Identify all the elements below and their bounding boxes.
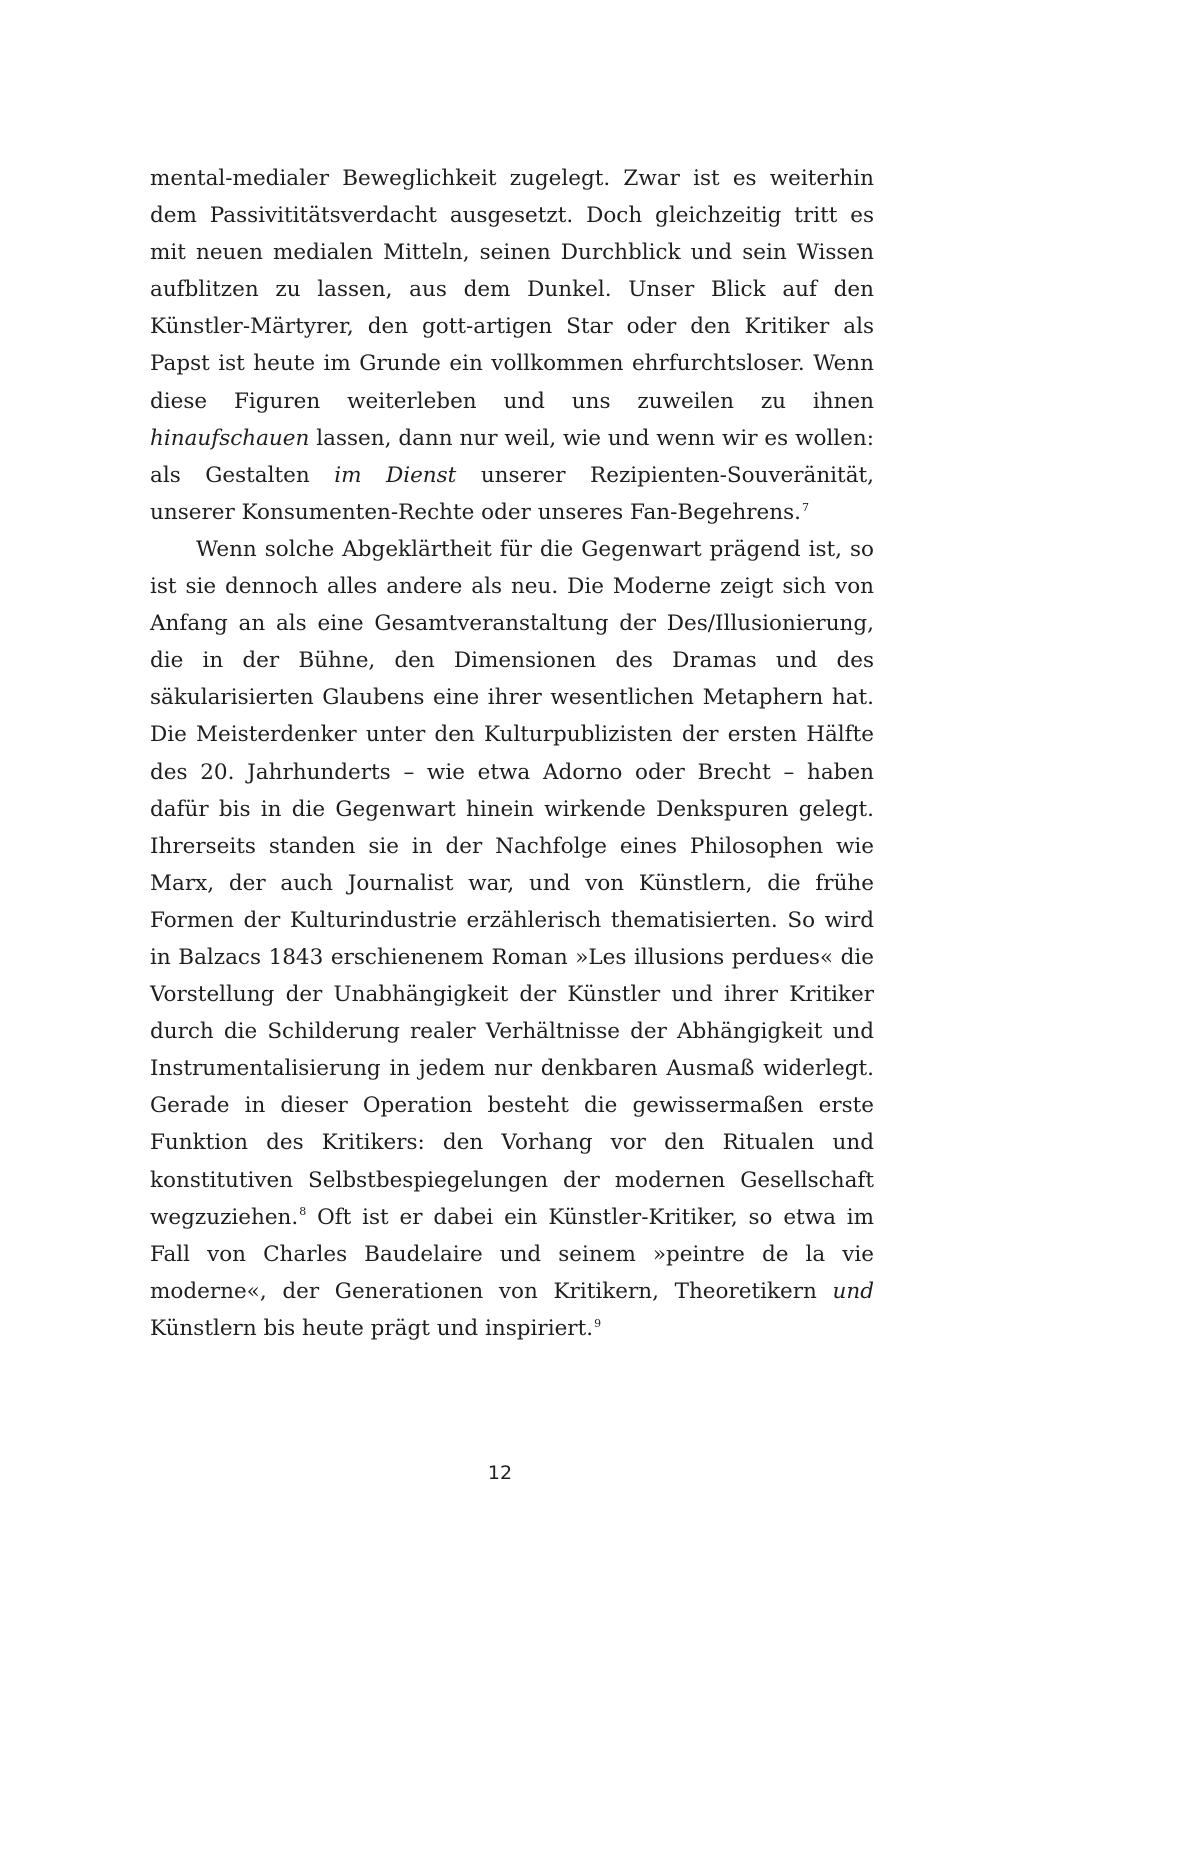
page-number: 12 <box>487 1462 513 1484</box>
paragraph-1-text-3: unserer Rezipienten-Souveränität, unserer Konsumenten-Rechte oder unseres Fan-Begehrens. <box>150 462 874 525</box>
footnote-marker[interactable]: 8 <box>299 1205 307 1219</box>
body-text <box>150 160 874 1347</box>
paragraph-1-text-1: mental-medialer Beweglichkeit zugelegt. Zwar ist es weiterhin dem Passivititätsverdacht ausgesetzt. Doch gleichzeitig tritt es mit neuen medialen Mitteln, seinen Durchblick und sein Wissen aufblitzen zu lassen, aus dem Dunkel. Unser Blick auf den Künstler-Märtyrer, den gott-artigen Star oder den Kritiker als Papst ist heute im Grunde ein vollkommen ehrfurchtsloser. Wenn diese Figuren weiterleben und uns zuweilen zu ihnen <box>150 166 874 414</box>
footnote-marker[interactable]: 7 <box>801 500 809 514</box>
paragraph-2-italic-1: und <box>832 1278 874 1304</box>
paragraph-2-text-2: Oft ist er dabei ein Künstler-Kritiker, so etwa im Fall von Charles Baudelaire und seinem »peintre de la vie moderne«, der Generationen von Kritikern, Theoretikern <box>150 1204 874 1304</box>
paragraph-2 <box>150 531 874 1347</box>
footnote-marker[interactable]: 9 <box>594 1316 602 1330</box>
paragraph-2-text-3: Künstlern bis heute prägt und inspiriert. <box>150 1315 594 1341</box>
paragraph-2-text-1: Wenn solche Abgeklärtheit für die Gegenwart prägend ist, so ist sie dennoch alles andere als neu. Die Moderne zeigt sich von Anfang an als eine Gesamtveranstaltung der Des/Illusionierung, die in der Bühne, den Dimensionen des Dramas und des säkularisierten Glaubens eine ihrer wesentlichen Metaphern hat. Die Meisterdenker unter den Kulturpublizisten der ersten Hälfte des 20. Jahrhunderts – wie etwa Adorno oder Brecht – haben dafür bis in die Gegenwart hinein wirkende Denkspuren gelegt. Ihrerseits standen sie in der Nachfolge eines Philosophen wie Marx, der auch Journalist war, und von Künstlern, die frühe Formen der Kulturindustrie erzählerisch thematisierten. So wird in Balzacs 1843 erschienenem Roman »Les illusions perdues« die Vorstellung der Unabhängigkeit der Künstler und ihrer Kritiker durch die Schilderung realer Verhältnisse der Abhängigkeit und Instrumentalisierung in jedem nur denkbaren Ausmaß widerlegt. Gerade in dieser Operation besteht die gewissermaßen erste Funktion des Kritikers: den Vorhang vor den Ritualen und konstitutiven Selbstbespiegelungen der modernen Gesellschaft wegzuziehen. <box>150 536 874 1230</box>
paragraph-1-italic-1: hinaufschauen <box>150 425 310 451</box>
paragraph-1-italic-2: im Dienst <box>334 462 457 488</box>
paragraph-1-text-2: lassen, dann nur weil, wie und wenn wir es wollen: als Gestalten <box>150 425 874 488</box>
paragraph-1 <box>150 160 874 531</box>
